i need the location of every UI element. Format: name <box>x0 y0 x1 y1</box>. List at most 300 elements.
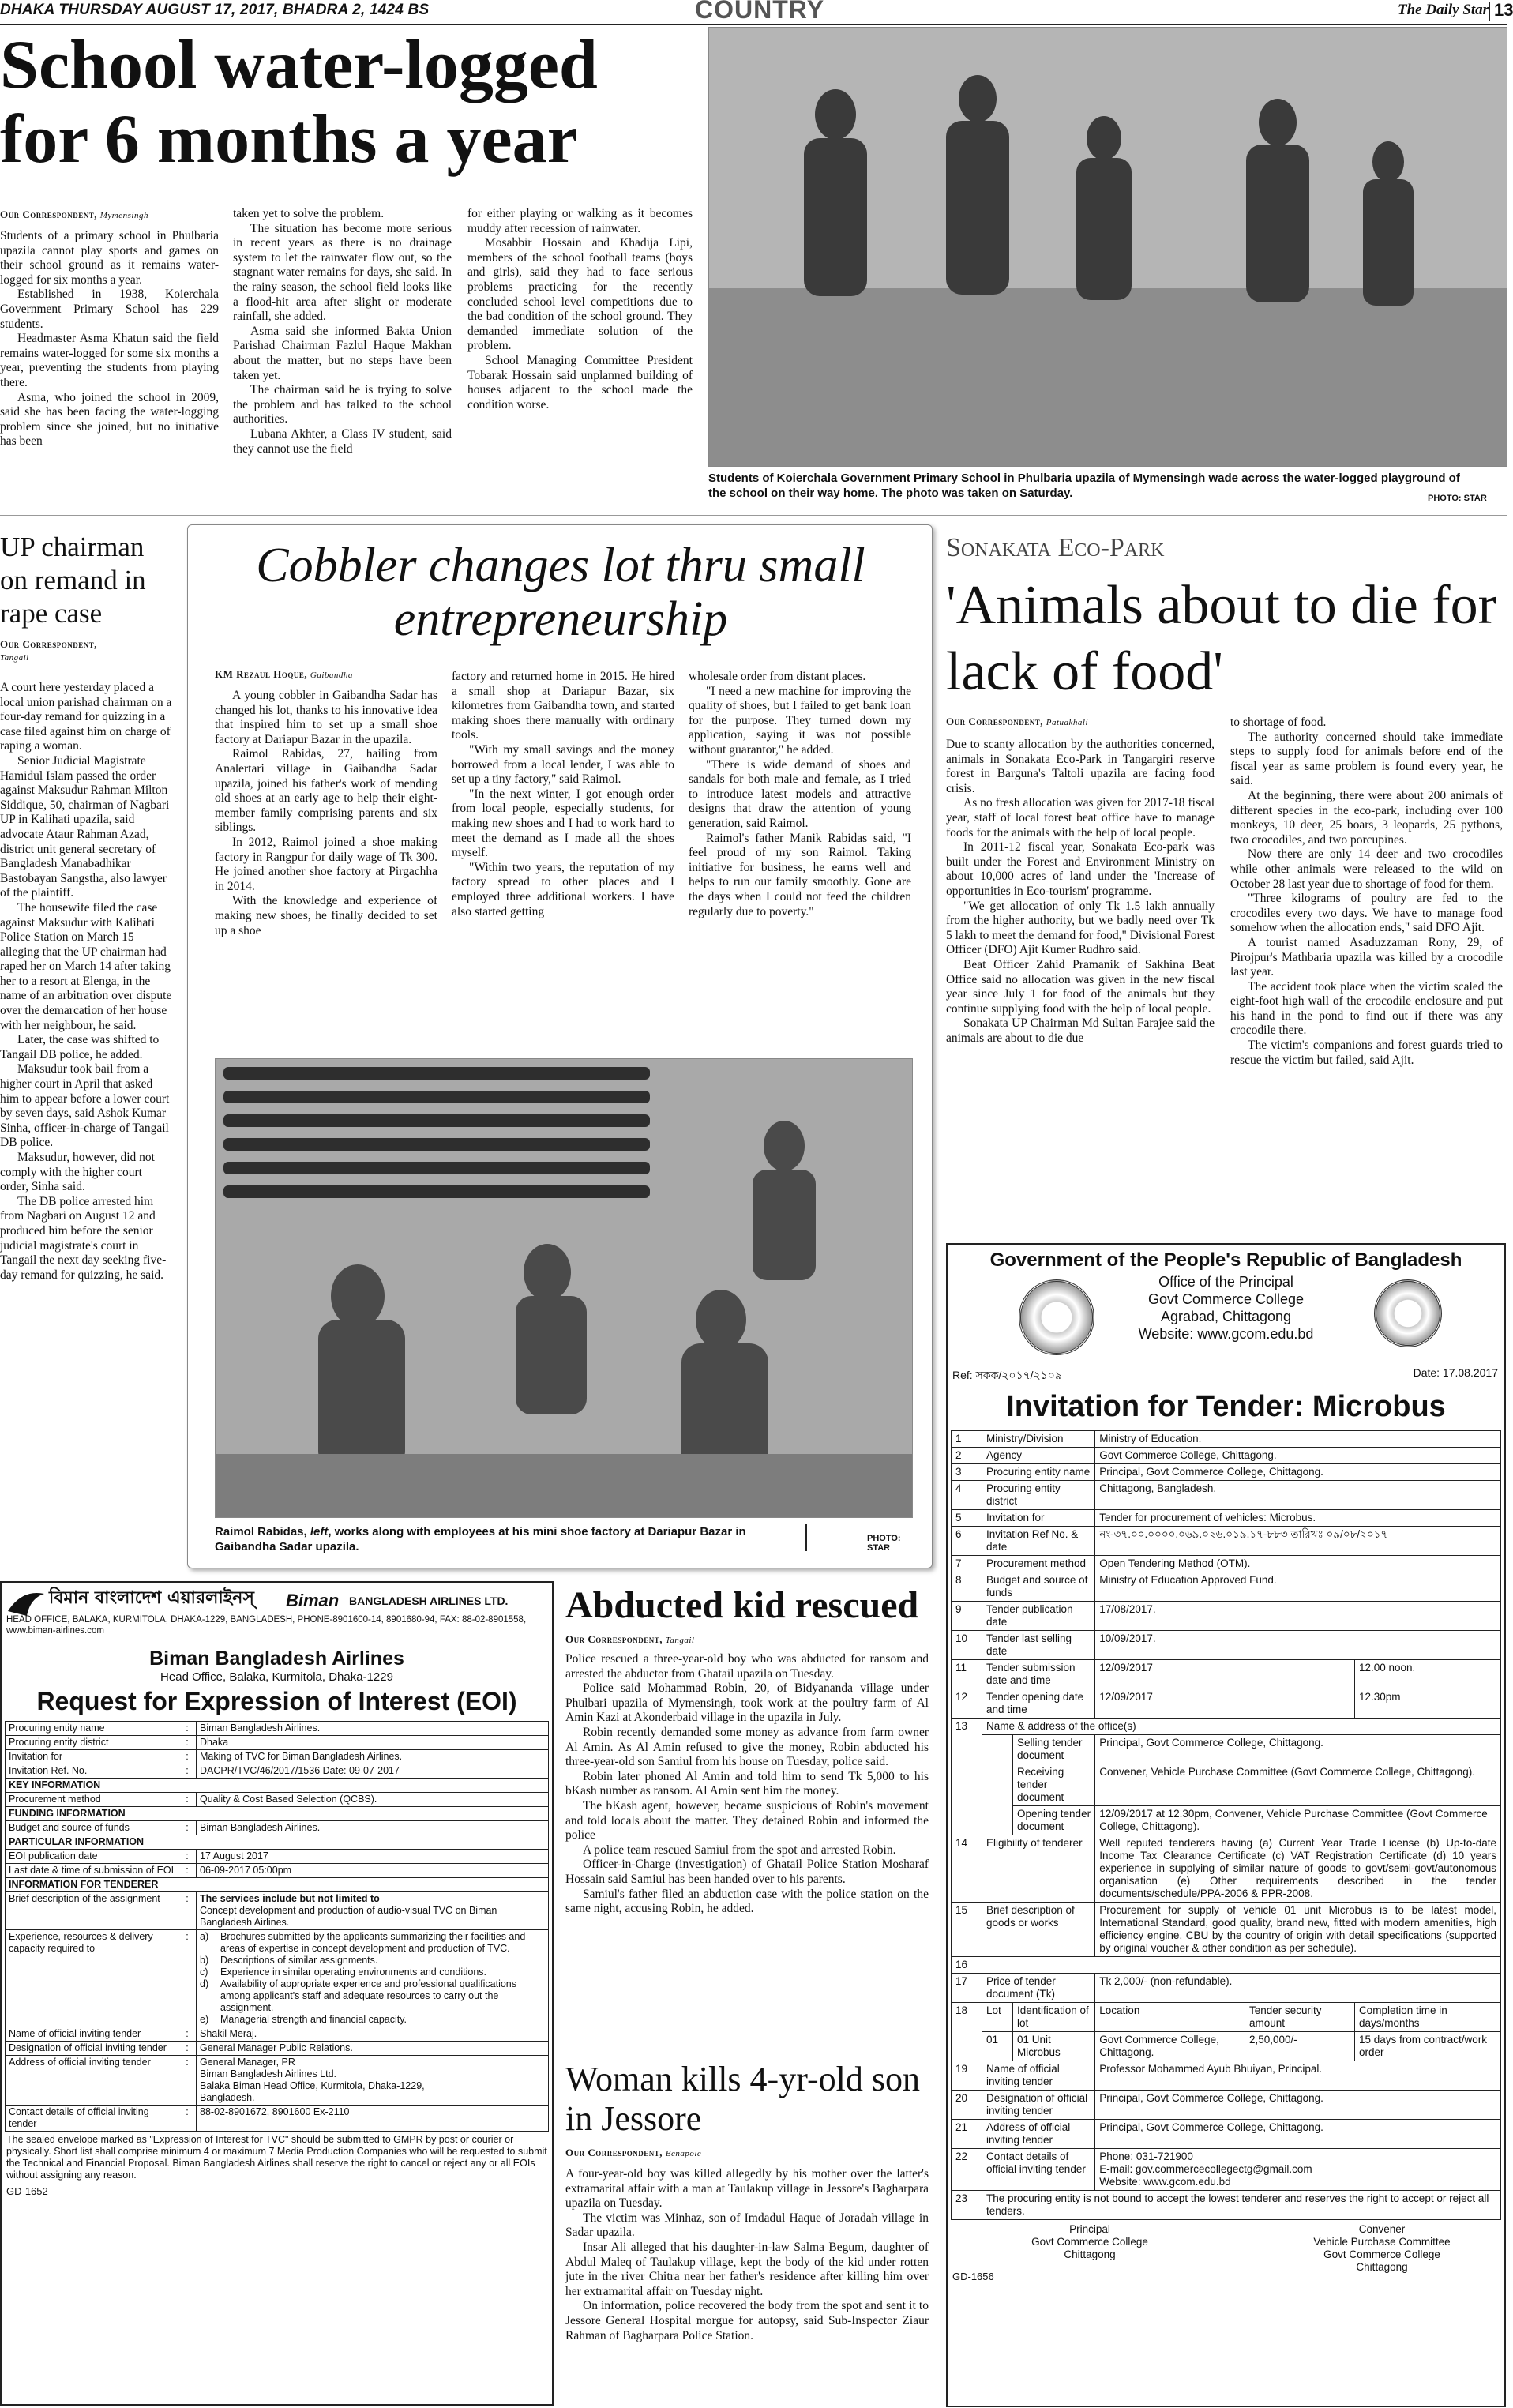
credit-cobbler: PHOTO: STAR <box>867 1534 901 1553</box>
row-number: 21 <box>952 2120 982 2149</box>
paragraph: The DB police arrested him from Nagbari on August 12 and produced him before the senior judicial magistrate's court in Tangail the next day seeking five-day remand for quizzing, he said. <box>0 1194 167 1282</box>
row-number: 20 <box>952 2091 982 2120</box>
field-value: Biman Bangladesh Airlines. <box>197 1821 549 1835</box>
field-value: 12/09/2017 <box>1095 1660 1355 1689</box>
field-label: Tender opening date and time <box>982 1689 1095 1719</box>
paragraph: Later, the case was shifted to Tangail DB police, he added. <box>0 1033 160 1061</box>
paragraph: Police said Mohammad Robin, 20, of Bidyananda village under Phulbari upazila of Mymensingh, took work at the poultry farm of Al Amin Kazi at Akonderbaid village in the upazila in July. <box>565 1681 929 1725</box>
table-row <box>952 1464 1501 1481</box>
list-item <box>200 2014 545 2026</box>
row-number: 18 <box>952 2003 982 2061</box>
list-text: Descriptions of similar assignments. <box>220 1955 378 1966</box>
row-number: 9 <box>952 1602 982 1631</box>
field-value: Principal, Govt Commerce College, Chittagong. <box>1095 2091 1501 2120</box>
paragraph: factory and returned home in 2015. He hired a small shop at Dariapur Bazar, six kilometres from Gaibandha town, and started making shoes there manually with ordinary tools. <box>452 670 674 742</box>
field-label: Procuring entity district <box>6 1736 178 1750</box>
field-label: Tender submission date and time <box>982 1660 1095 1689</box>
paragraph: for either playing or walking as it becomes muddy after recession of rainwater. <box>467 207 693 235</box>
paragraph: "In the next winter, I got enough order from local people, especially students, for making new shoes and I had to work hard to meet the demand as I made all the shoes myself. <box>452 787 674 860</box>
field-label: Eligibility of tenderer <box>982 1835 1095 1903</box>
field-label: Receiving tender document <box>1013 1764 1095 1806</box>
table-row <box>952 1481 1501 1510</box>
paragraph: Mosabbir Hossain and Khadija Lipi, members of the school football teams (boys and girls), said they had to face serious problems practicing for the recently concluded school level competitions due to the bad condition of the school ground. They demanded immediate solution of the problem. <box>467 236 693 353</box>
lot-header: Location <box>1095 2003 1245 2032</box>
tender-code: GD-1656 <box>952 2271 994 2282</box>
field-label: Ministry/Division <box>982 1431 1095 1448</box>
headline-up-chairman: UP chairman on remand in rape case <box>0 532 146 629</box>
list-item <box>200 1978 545 2014</box>
field-value <box>197 1930 549 2027</box>
paragraph: With the knowledge and experience of making new shoes, he finally decided to set up a shoe <box>215 894 437 937</box>
lot-header: Lot <box>982 2003 1013 2032</box>
paragraph: Sonakata UP Chairman Md Sultan Farajee said the animals are about to die due <box>946 1016 1215 1045</box>
field-value: The procuring entity is not bound to accept the lowest tenderer and reserves the right to accept or reject all tenders. <box>982 2191 1501 2220</box>
article-water-col2 <box>233 207 452 456</box>
field-label: Tender last selling date <box>982 1631 1095 1660</box>
field-label: Name of official inviting tender <box>6 2027 178 2042</box>
dateline: DHAKA THURSDAY AUGUST 17, 2017, BHADRA 2, 1424 BS <box>0 2 430 18</box>
paragraph: The bKash agent, however, became suspicious of Robin's movement and told locals about the matter. They detained Robin and informed the police <box>565 1798 929 1843</box>
list-text: Brochures submitted by the applicants summarizing their facilities and areas of expertise in concept development and production of TVC. <box>220 1931 526 1954</box>
biman-logo-bn: বিমান বাংলাদেশ এয়ারলাইনস্‌ <box>49 1587 254 1608</box>
biman-logo-en: Biman <box>286 1591 340 1610</box>
colon: : <box>178 1930 197 2027</box>
paragraph: The situation has become more serious in recent years as there is no drainage system to let the rainwater flow out, so the stagnant water remains for days, she said. In the rainy season, the school field looks like a flood-hit area after slight or moderate rainfall, she added. <box>233 221 452 324</box>
field-value: 88-02-8901672, 8901600 Ex-2110 <box>197 2106 549 2132</box>
section-label: COUNTRY <box>695 0 825 24</box>
masthead-divider <box>1489 2 1490 21</box>
paragraph: "There is wide demand of shoes and sandals for both male and female, as I tried to introduce latest models and attractive designs that draw the attention of young generation, said Raimol. <box>689 757 911 830</box>
sign-principal: Principal Govt Commerce College Chittagong <box>1031 2223 1148 2260</box>
table-row <box>6 1779 549 1793</box>
table-row <box>952 1660 1501 1689</box>
table-row <box>952 1527 1501 1556</box>
tender-table <box>951 1430 1501 2220</box>
masthead-rule <box>0 24 1507 25</box>
lot-header: Tender security amount <box>1245 2003 1354 2032</box>
paragraph: The victim's companions and forest guards tried to rescue the victim but failed, said Ajit. <box>1230 1039 1503 1067</box>
field-label: Designation of official inviting tender <box>982 2091 1095 2120</box>
field-label: Price of tender document (Tk) <box>982 1974 1095 2003</box>
tender-date: Date: 17.08.2017 <box>1413 1366 1498 1379</box>
spacer-cell <box>982 1735 1013 1764</box>
table-row <box>6 1892 549 1930</box>
field-label: Selling tender document <box>1013 1735 1095 1764</box>
field-value: DACPR/TVC/46/2017/1536 Date: 09-07-2017 <box>197 1764 549 1779</box>
colon: : <box>178 2106 197 2132</box>
ad-tender <box>946 1243 1506 2407</box>
headline-line: for 6 months a year <box>0 101 578 178</box>
paragraph: Students of a primary school in Phulbaria upazila cannot play sports and games on their school ground as it remains water-logged for six months a year. <box>0 229 219 287</box>
paragraph: "Three kilograms of poultry are fed to the crocodiles every two days. We have to manage food somehow when the allocation ends," said DFO Ajit. <box>1230 892 1503 935</box>
row-number: 13 <box>952 1719 982 1835</box>
table-row <box>952 2091 1501 2120</box>
field-label: Procuring entity name <box>982 1464 1095 1481</box>
field-label: Tender publication date <box>982 1602 1095 1631</box>
field-label: Opening tender document <box>1013 1806 1095 1835</box>
field-label: Address of official inviting tender <box>6 2056 178 2106</box>
paragraph: Samiul's father filed an abduction case with the police station on the same night, accusing Robin, he added. <box>565 1887 929 1916</box>
paragraph: taken yet to solve the problem. <box>233 207 385 220</box>
table-row <box>952 1735 1501 1764</box>
colon: : <box>178 1793 197 1807</box>
article-cobbler-col1 <box>215 689 437 938</box>
paragraph: Asma, who joined the school in 2009, said she has been facing the water-logging problem since she joined, but no initiative has been <box>0 390 219 449</box>
table-row <box>952 1835 1501 1903</box>
field-value: 12/09/2017 <box>1095 1689 1355 1719</box>
field-label: Agency <box>982 1448 1095 1464</box>
field-label: Budget and source of funds <box>982 1572 1095 1602</box>
eoi-subtitle: Head Office, Balaka, Kurmitola, Dhaka-1229 <box>160 1670 393 1684</box>
paragraph: Maksudur took bail from a higher court in April that asked him to appear before a lower court by seven days, said Ashok Kumar Sinha, officer-in-charge of Tangail DB police. <box>0 1062 170 1150</box>
colon: : <box>178 1764 197 1779</box>
field-value: Chittagong, Bangladesh. <box>1095 1481 1501 1510</box>
colon: : <box>178 2056 197 2106</box>
table-row <box>6 1807 549 1821</box>
article-woman <box>565 2167 929 2343</box>
paragraph: A court here yesterday placed a local union parishad chairman on a four-day remand for quizzing in a case filed against him on charge of raping a woman. <box>0 681 172 753</box>
article-abducted <box>565 1652 929 1917</box>
list-item <box>200 1967 545 1978</box>
table-row <box>6 1850 549 1864</box>
article-eco-col2 <box>1230 716 1503 1068</box>
table-row <box>6 1835 549 1850</box>
field-label: Brief description of the assignment <box>6 1892 178 1930</box>
field-label: Budget and source of funds <box>6 1821 178 1835</box>
field-value: Tender for procurement of vehicles: Microbus. <box>1095 1510 1501 1527</box>
lot-header: Completion time in days/months <box>1354 2003 1500 2032</box>
field-value: Convener, Vehicle Purchase Committee (Govt Commerce College, Chittagong). <box>1095 1764 1501 1806</box>
lot-cell: Govt Commerce College, Chittagong. <box>1095 2032 1245 2061</box>
table-row <box>952 1689 1501 1719</box>
field-value: Making of TVC for Biman Bangladesh Airlines. <box>197 1750 549 1764</box>
row-number: 5 <box>952 1510 982 1527</box>
table-row <box>6 2056 549 2106</box>
field-value: Phone: 031-721900 E-mail: gov.commercecollegectg@gmail.com Website: www.gcom.edu.bd <box>1095 2149 1501 2191</box>
row-number: 16 <box>952 1957 982 1974</box>
field-label: Name & address of the office(s) <box>982 1719 1501 1735</box>
paragraph: On information, police recovered the body from the spot and sent it to Jessore General Hospital morgue for autopsy, said Sub-Inspector Ziaur Rahman of Bagharpara Police Station. <box>565 2299 929 2342</box>
table-row <box>952 1903 1501 1957</box>
paragraph: In 2012, Raimol joined a shoe making factory in Rangpur for daily wage of Tk 300. He joined another shoe factory at Pirgachha in 2014. <box>215 835 437 893</box>
list-item <box>200 1955 545 1967</box>
photo-illustration <box>709 28 1507 466</box>
tender-office-line: Office of the Principal <box>1158 1274 1293 1290</box>
colon: : <box>178 1892 197 1930</box>
field-value: General Manager Public Relations. <box>197 2042 549 2056</box>
section-row: FUNDING INFORMATION <box>6 1807 549 1821</box>
field-label: Invitation for <box>6 1750 178 1764</box>
section-row: PARTICULAR INFORMATION <box>6 1835 549 1850</box>
table-row <box>952 1631 1501 1660</box>
table-row <box>952 2061 1501 2091</box>
byline-woman: Our Correspondent, Benapole <box>565 2147 702 2158</box>
paragraph: The authority concerned should take immediate steps to supply food for animals before end of the fiscal year as same problem is found every year, he said. <box>1230 730 1503 788</box>
table-row <box>6 1764 549 1779</box>
table-row <box>952 2032 1501 2061</box>
field-value: Govt Commerce College, Chittagong. <box>1095 1448 1501 1464</box>
caption-cobbler: Raimol Rabidas, left, works along with employees at his mini shoe factory at Dariapur Bazar in Gaibandha Sadar upazila. <box>215 1525 746 1553</box>
list-marker: a) <box>200 1931 209 1942</box>
table-row <box>952 1806 1501 1835</box>
paragraph: A four-year-old boy was killed allegedly by his mother over the latter's extramarital affair with a man at Taulakup village in Jessore's Bagharpara upazila on Tuesday. <box>565 2167 929 2211</box>
field-value: Open Tendering Method (OTM). <box>1095 1556 1501 1572</box>
field-label: Last date & time of submission of EOI <box>6 1864 178 1878</box>
row-number: 3 <box>952 1464 982 1481</box>
section-row: KEY INFORMATION <box>6 1779 549 1793</box>
paragraph: A young cobbler in Gaibandha Sadar has changed his lot, thanks to his innovative idea that inspired him to set up a small shoe factory at Dariapur Bazar in the upazila. <box>215 689 437 746</box>
row-number: 6 <box>952 1527 982 1556</box>
paragraph: The chairman said he is trying to solve the problem and has talked to the school authorities. <box>233 383 452 426</box>
table-row <box>6 2027 549 2042</box>
field-value: 12.00 noon. <box>1354 1660 1500 1689</box>
eoi-code: GD-1652 <box>6 2185 48 2197</box>
blank-cell <box>982 1957 1501 1974</box>
list-item <box>200 1931 545 1955</box>
table-row <box>6 1878 549 1892</box>
field-value: Principal, Govt Commerce College, Chittagong. <box>1095 1735 1501 1764</box>
byline-cobbler: KM Rezaul Hoque, Gaibandha <box>215 668 353 680</box>
section-row: INFORMATION FOR TENDERER <box>6 1878 549 1892</box>
field-label: Procuring entity name <box>6 1722 178 1736</box>
headline-cobbler: Cobbler changes lot thru small entrepreneurship <box>256 539 865 646</box>
field-value: 17/08/2017. <box>1095 1602 1501 1631</box>
paragraph: Raimol's father Manik Rabidas said, "I feel proud of my son Raimol. Taking initiative for business, he earns well and helps to run our family smoothly. Gone are the days when I could not feed the children regularly due to poverty." <box>689 831 911 918</box>
ad-biman <box>0 1581 554 2406</box>
field-value <box>197 1892 549 1930</box>
row-number: 1 <box>952 1431 982 1448</box>
field-value: নং-৩৭.০০.০০০০.০৬৯.০২৬.০১৯.১৭-৮৮৩ তারিখঃ ০৯/০৮/২০১৭ <box>1095 1527 1501 1556</box>
lot-cell: 01 Unit Microbus <box>1013 2032 1095 2061</box>
eoi-table <box>5 1721 549 2132</box>
paragraph: Beat Officer Zahid Pramanik of Sakhina Beat Office said no allocation was given in the new fiscal year since July 1 for food of the animals but they continue supplying food with the help of local people. <box>946 957 1215 1016</box>
eoi-heading: Request for Expression of Interest (EOI) <box>36 1687 517 1715</box>
field-value: Procurement for supply of vehicle 01 unit Microbus is to be latest model, International Standard, good quality, brand new, fitted with modern amenities, high efficiency engine, CBU by the country of origin with detail specifications (supported by original voucher & other condition as per schedule). <box>1095 1903 1501 1957</box>
field-label: Contact details of official inviting tender <box>982 2149 1095 2191</box>
article-cobbler-col2 <box>452 670 674 919</box>
row-number: 23 <box>952 2191 982 2220</box>
headline-eco: 'Animals about to die for lack of food' <box>946 575 1496 702</box>
row-number: 12 <box>952 1689 982 1719</box>
colon: : <box>178 2027 197 2042</box>
table-row <box>952 1764 1501 1806</box>
field-label: Procurement method <box>982 1556 1095 1572</box>
tender-ref: Ref: সকক/২০১৭/২১০৯ <box>952 1369 1062 1381</box>
field-value: Quality & Cost Based Selection (QCBS). <box>197 1793 549 1807</box>
tender-gov-title: Government of the People's Republic of Bangladesh <box>989 1249 1462 1271</box>
paragraph: A tourist named Asaduzzaman Rony, 29, of Pirojpur's Mathbaria upazila was killed by a crocodile last year. <box>1230 935 1503 979</box>
list-text: Experience in similar operating environments and conditions. <box>220 1967 486 1978</box>
headline-woman: Woman kills 4-yr-old son in Jessore <box>565 2060 920 2138</box>
article-water-col3 <box>467 207 693 412</box>
spacer-cell <box>982 1764 1013 1806</box>
brief-heading: The services include but not limited to <box>200 1893 380 1904</box>
field-value: Shakil Meraj. <box>197 2027 549 2042</box>
biman-logo-en2: BANGLADESH AIRLINES LTD. <box>349 1595 509 1607</box>
colon: : <box>178 1736 197 1750</box>
table-row <box>952 1448 1501 1464</box>
paragraph: A police team rescued Samiul from the spot and arrested Robin. <box>583 1843 896 1857</box>
colon: : <box>178 1850 197 1864</box>
credit-water: PHOTO: STAR <box>1428 494 1487 503</box>
field-label: Invitation for <box>982 1510 1095 1527</box>
table-row <box>6 1930 549 2027</box>
tender-office-line: Agrabad, Chittagong <box>1160 1309 1292 1324</box>
row-number: 2 <box>952 1448 982 1464</box>
row-number: 8 <box>952 1572 982 1602</box>
paragraph: Established in 1938, Koierchala Government Primary School has 229 students. <box>0 287 219 331</box>
paragraph: Robin recently demanded some money as advance from farm owner Al Amin. As Al Amin refused to give the money, Robin abducted his three-year-old son Samiul from his house on Tuesday, police said. <box>565 1725 929 1769</box>
table-row <box>952 2003 1501 2032</box>
paragraph: Robin later phoned Al Amin and told him to send Tk 5,000 to his bKash number as ransom. Al Amin sent him the money. <box>565 1769 929 1798</box>
table-row <box>6 1821 549 1835</box>
kicker-eco: Sonakata Eco-Park <box>946 533 1165 562</box>
spacer-cell <box>982 1806 1013 1835</box>
biman-address: HEAD OFFICE, BALAKA, KURMITOLA, DHAKA-1229, BANGLADESH, PHONE-8901600-14, 8901680-94, FAX: 88-02-8901558, www.biman-airlines.com <box>6 1615 527 1636</box>
paragraph: The victim was Minhaz, son of Imdadul Haque of Joradah village in Sadar upazila. <box>565 2211 929 2240</box>
byline-up: Our Correspondent, Tangail <box>0 638 98 663</box>
colon: : <box>178 2042 197 2056</box>
row-number: 17 <box>952 1974 982 2003</box>
colon: : <box>178 1821 197 1835</box>
tender-heading: Invitation for Tender: Microbus <box>1006 1390 1446 1423</box>
paragraph: Officer-in-Charge (investigation) of Ghatail Police Station Mosharaf Hossain said Samiul has been handed over to his parents. <box>565 1858 929 1886</box>
caption-water: Students of Koierchala Government Primary School in Phulbaria upazila of Mymensingh wade across the water-logged playground of the school on their way home. The photo was taken on Saturday. <box>708 471 1460 500</box>
field-value: 10/09/2017. <box>1095 1631 1501 1660</box>
field-label: Invitation Ref. No. <box>6 1764 178 1779</box>
field-value: Biman Bangladesh Airlines. <box>197 1722 549 1736</box>
byline-water: Our Correspondent, Mymensingh <box>0 208 148 220</box>
table-row <box>6 1864 549 1878</box>
colon: : <box>178 1864 197 1878</box>
table-row <box>6 1750 549 1764</box>
headline-line: School water-logged <box>0 27 598 103</box>
headline-abducted: Abducted kid rescued <box>565 1584 919 1626</box>
table-row <box>952 2120 1501 2149</box>
list-marker: e) <box>200 2014 209 2025</box>
table-row <box>6 1793 549 1807</box>
list-text: Availability of appropriate experience and professional qualifications among applicant's staff and adequate resources to carry out the assignment. <box>220 1978 516 2013</box>
field-value: Tk 2,000/- (non-refundable). <box>1095 1974 1501 2003</box>
table-row <box>952 1556 1501 1572</box>
paragraph: In 2011-12 fiscal year, Sonakata Eco-park was built under the Forest and Environment Ministry on about 10,000 acres of land under the 'Increase of opportunities in Eco-tourism' programme. <box>946 840 1215 898</box>
field-label: Address of official inviting tender <box>982 2120 1095 2149</box>
eoi-footer: The sealed envelope marked as "Expression of Interest for TVC" should be submitted to GMPR by post or courier or physically. Short list shall comprise minimum 4 or maximum 7 Media Production Companies who will be requested to submit the Technical and Financial Proposal. Biman Bangladesh Airlines shall reserve the right to cancel or reject any or all EOIs without assigning any reason. <box>6 2134 547 2181</box>
paper-logo: The Daily Star <box>1398 2 1489 18</box>
tender-office-lines <box>948 1273 1504 1343</box>
paragraph: Insar Ali alleged that his daughter-in-law Salma Begum, daughter of Abdul Maleq of Taulakup village, kept the body of the kid under rotten jute in the river Chitra near her father's residence after killing him over her extramarital affair on Tuesday night. <box>565 2240 929 2298</box>
lot-cell: 01 <box>982 2032 1013 2061</box>
paragraph: Now there are only 14 deer and two crocodiles while other animals were released to the wild on October 28 last year due to shortage of food for them. <box>1230 847 1503 891</box>
table-row <box>6 2042 549 2056</box>
colon: : <box>178 1750 197 1764</box>
table-row <box>6 1722 549 1736</box>
field-value: General Manager, PR Biman Bangladesh Airlines Ltd. Balaka Biman Head Office, Kurmitola, Dhaka-1229, Bangladesh. <box>197 2056 549 2106</box>
field-value: Well reputed tenderers having (a) Current Year Trade License (b) Up-to-date Income Tax Clearance Certificate (c) VAT Registration Certificate (d) 10 years experience in supplying of similar nature of goods to govt/semi-govt/autonomous organisation (e) Other requirements described in the tender documents/schedule/PPA-2006 & PPR-2008. <box>1095 1835 1501 1903</box>
article-up-chairman <box>0 681 172 1283</box>
field-label: Invitation Ref No. & date <box>982 1527 1095 1556</box>
table-row <box>952 1602 1501 1631</box>
lot-cell: 15 days from contract/work order <box>1354 2032 1500 2061</box>
row-number: 14 <box>952 1835 982 1903</box>
page-number: 13 <box>1494 0 1513 20</box>
row-number: 10 <box>952 1631 982 1660</box>
lot-cell: 2,50,000/- <box>1245 2032 1354 2061</box>
field-value: Professor Mohammed Ayub Bhuiyan, Principal. <box>1095 2061 1501 2091</box>
table-row <box>952 1719 1501 1735</box>
caption-divider <box>805 1524 807 1551</box>
table-row <box>952 1510 1501 1527</box>
row-number: 19 <box>952 2061 982 2091</box>
field-value: Principal, Govt Commerce College, Chittagong. <box>1095 2120 1501 2149</box>
paragraph: At the beginning, there were about 200 animals of different species in the eco-park, including over 100 monkeys, 10 deer, 25 boars, 3 leopards, 25 pythons, two crocodiles, and two porcupines. <box>1230 788 1503 847</box>
field-value: 06-09-2017 05:00pm <box>197 1864 549 1878</box>
table-row <box>952 2149 1501 2191</box>
table-row <box>6 1736 549 1750</box>
field-value: 12.30pm <box>1354 1689 1500 1719</box>
section-rule <box>0 515 1507 516</box>
field-label: Contact details of official inviting tender <box>6 2106 178 2132</box>
table-row <box>952 1431 1501 1448</box>
brief-text: Concept development and production of audio-visual TVC on Biman Bangladesh Airlines. <box>200 1905 497 1928</box>
paragraph: School Managing Committee President Tobarak Hossain said unplanned building of houses adjacent to the school made the condition worse. <box>467 353 693 411</box>
list-marker: c) <box>200 1967 208 1978</box>
row-number: 7 <box>952 1556 982 1572</box>
paragraph: Asma said she informed Bakta Union Parishad Chairman Fazlul Haque Makhan about the matter, but no steps have been taken yet. <box>233 324 452 382</box>
field-value: Ministry of Education. <box>1095 1431 1501 1448</box>
paragraph: Raimol Rabidas, 27, hailing from Analertari village in Gaibandha Sadar upazila, joined his father's work of mending old shoes at an early age to help their eight-member family comprising parents and six siblings. <box>215 747 437 835</box>
field-label: Name of official inviting tender <box>982 2061 1095 2091</box>
paragraph: Senior Judicial Magistrate Hamidul Islam passed the order against Maksudur Rahman Milton Siddique, 50, chairman of Nagbari UP in Kalihati upazila, said advocate Ataur Rahman Azad, district unit general secretary of Bangladesh Manabadhikar Bastobayan Sangstha, also lawyer of the plaintiff. <box>0 753 170 900</box>
tender-office-line: Website: www.gcom.edu.bd <box>1138 1326 1314 1342</box>
list-marker: b) <box>200 1955 209 1966</box>
table-row <box>952 1957 1501 1974</box>
paragraph: The accident took place when the victim scaled the eight-foot high wall of the crocodile enclosure and put his hand in the pond to find out if there was any crocodile there. <box>1230 979 1503 1038</box>
paragraph: to shortage of food. <box>1230 716 1327 729</box>
paragraph: Due to scanty allocation by the authorities concerned, animals in Sonakata Eco-Park in Tangargiri reserve forest in Barguna's Taltoli upazila are facing food crisis. <box>946 738 1215 795</box>
field-value: Dhaka <box>197 1736 549 1750</box>
byline-eco: Our Correspondent, Patuakhali <box>946 716 1089 727</box>
field-value: 12/09/2017 at 12.30pm, Convener, Vehicle Purchase Committee (Govt Commerce College, Chittagong). <box>1095 1806 1501 1835</box>
eoi-title: Biman Bangladesh Airlines <box>149 1647 404 1670</box>
article-cobbler-col3 <box>689 670 911 919</box>
list-marker: d) <box>200 1978 209 1989</box>
row-number: 22 <box>952 2149 982 2191</box>
tender-office-line: Govt Commerce College <box>1147 1291 1305 1307</box>
table-row <box>952 1572 1501 1602</box>
sign-convener: Convener Vehicle Purchase Committee Govt Commerce College Chittagong <box>1313 2223 1451 2273</box>
field-value: Ministry of Education Approved Fund. <box>1095 1572 1501 1602</box>
photo-water-logged <box>708 27 1507 467</box>
article-eco-col1 <box>946 738 1215 1046</box>
paragraph: Police rescued a three-year-old boy who was abducted for ransom and arrested the abductor from Ghatail upazila on Tuesday. <box>565 1652 929 1681</box>
paragraph: Maksudur, however, did not comply with the higher court order, Sinha said. <box>0 1151 155 1194</box>
photo-illustration <box>216 1059 912 1517</box>
table-row <box>6 2106 549 2132</box>
field-label: EOI publication date <box>6 1850 178 1864</box>
list-text: Managerial strength and financial capacity. <box>220 2014 407 2025</box>
lot-header: Identification of lot <box>1013 2003 1095 2032</box>
row-number: 4 <box>952 1481 982 1510</box>
paragraph: "With my small savings and the money borrowed from a local lender, I was able to set up a tiny factory," said Raimol. <box>452 742 674 787</box>
article-water-col1 <box>0 229 219 449</box>
colon: : <box>178 1722 197 1736</box>
table-row <box>952 2191 1501 2220</box>
field-label: Brief description of goods or works <box>982 1903 1095 1957</box>
paragraph: "Within two years, the reputation of my factory spread to other places and I employed three additional workers. I have also started getting <box>452 860 674 918</box>
byline-abducted: Our Correspondent, Tangail <box>565 1633 695 1645</box>
field-value: Principal, Govt Commerce College, Chittagong. <box>1095 1464 1501 1481</box>
